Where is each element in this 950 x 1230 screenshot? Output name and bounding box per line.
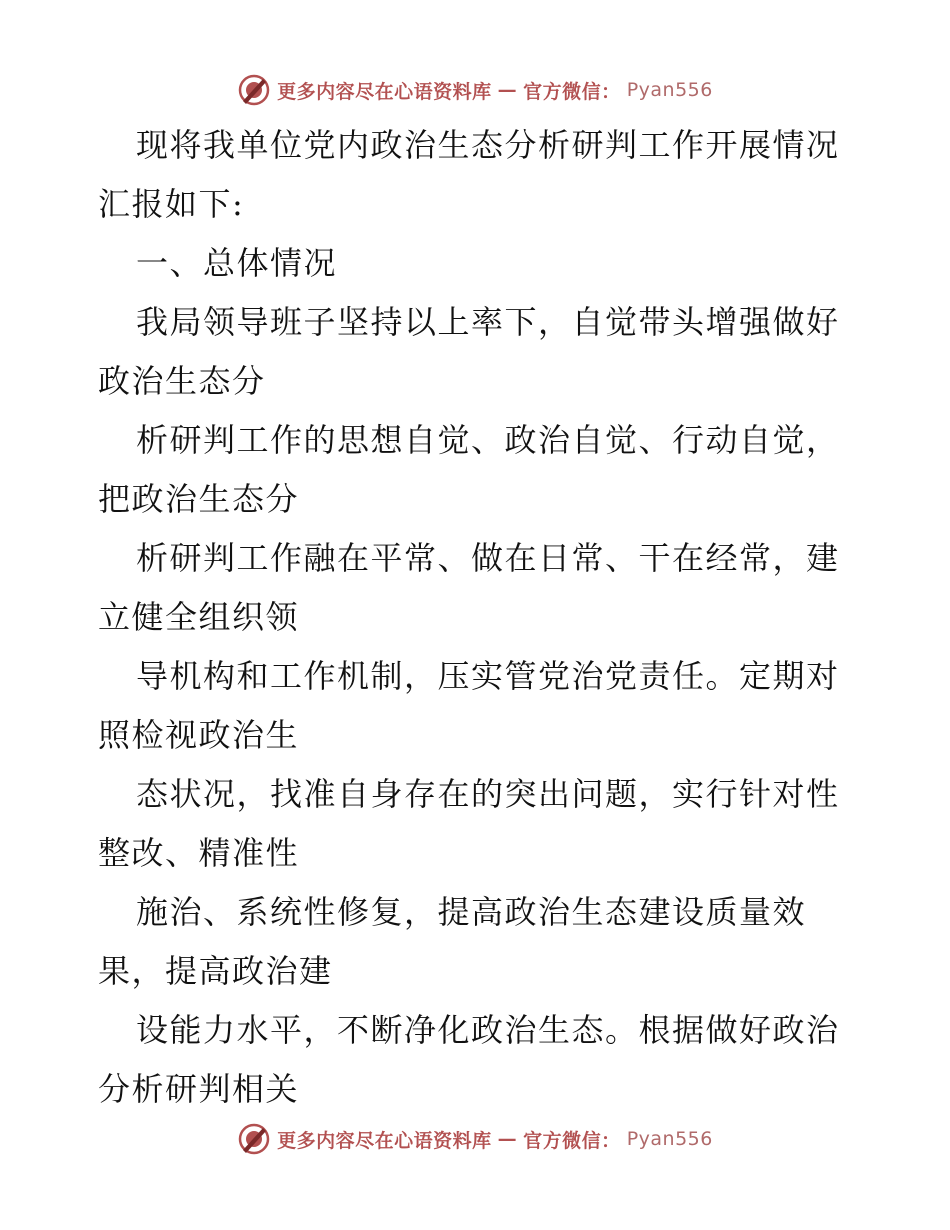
body-line: 照检视政治生 [98,716,300,754]
watermark-account-id: Pyan556 [626,1128,713,1150]
footer-watermark [0,1119,950,1159]
body-line: 我局领导班子坚持以上率下，自觉带头增强做好 [136,303,840,341]
body-line: 整改、精准性 [98,834,300,872]
watermark-separator: — [497,1128,518,1150]
body-line: 汇报如下: [98,185,245,223]
header-watermark [0,70,950,110]
watermark-main-text: 更多内容尽在心语资料库 [277,80,492,103]
quill-seal-icon [237,73,271,107]
body-line: 析研判工作融在平常、做在日常、干在经常，建 [136,539,840,577]
watermark-account-text: 官方微信： [523,1129,621,1152]
watermark-separator: — [497,79,518,101]
body-line: 一、总体情况 [136,244,338,282]
watermark-account-text: 官方微信： [523,80,621,103]
body-line: 果，提高政治建 [98,952,333,990]
body-line: 把政治生态分 [98,480,300,518]
body-line: 分析研判相关 [98,1070,300,1108]
body-line: 设能力水平，不断净化政治生态。根据做好政治 [136,1011,840,1049]
body-line: 导机构和工作机制，压实管党治党责任。定期对 [136,657,840,695]
document-body [98,116,858,1119]
body-line: 析研判工作的思想自觉、政治自觉、行动自觉， [136,421,840,459]
body-line: 现将我单位党内政治生态分析研判工作开展情况 [136,126,840,164]
body-line: 态状况，找准自身存在的突出问题，实行针对性 [136,775,840,813]
quill-seal-icon [237,1122,271,1156]
watermark-account-id: Pyan556 [626,79,713,101]
body-line: 施治、系统性修复，提高政治生态建设质量效 [136,893,807,931]
watermark-main-text: 更多内容尽在心语资料库 [277,1129,492,1152]
body-line: 政治生态分 [98,362,266,400]
body-line: 立健全组织领 [98,598,300,636]
